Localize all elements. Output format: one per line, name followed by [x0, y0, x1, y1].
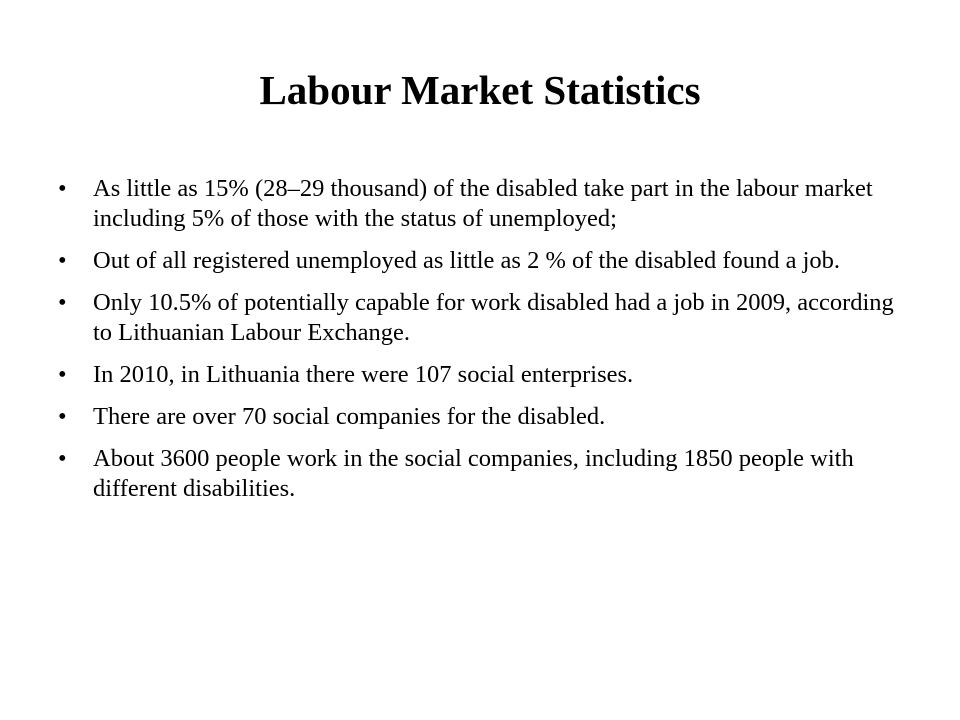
bullet-item	[58, 174, 916, 234]
bullet-item	[58, 360, 916, 390]
bullet-item	[58, 444, 916, 504]
bullet-text: In 2010, in Lithuania there were 107 social enterprises.	[93, 361, 634, 388]
bullet-point-icon: •	[58, 445, 67, 472]
bullet-text: Out of all registered unemployed as little as 2 % of the disabled found a job.	[93, 247, 841, 274]
bullet-point-icon: •	[58, 403, 67, 430]
bullet-item	[58, 288, 916, 348]
bullet-point-icon: •	[58, 289, 67, 316]
bullet-text: As little as 15% (28–29 thousand) of the disabled take part in the labour market including 5% of those with the status of unemployed;	[93, 175, 873, 232]
bullet-list	[58, 174, 916, 516]
bullet-point-icon: •	[58, 247, 67, 274]
bullet-point-icon: •	[58, 361, 67, 388]
bullet-item	[58, 246, 916, 276]
slide-title: Labour Market Statistics	[259, 67, 701, 113]
bullet-text: Only 10.5% of potentially capable for work disabled had a job in 2009, according to Lithuanian Labour Exchange.	[93, 289, 894, 346]
bullet-item	[58, 402, 916, 432]
bullet-point-icon: •	[58, 175, 67, 202]
bullet-text: About 3600 people work in the social companies, including 1850 people with different disabilities.	[93, 445, 854, 502]
bullet-text: There are over 70 social companies for the disabled.	[93, 403, 606, 430]
